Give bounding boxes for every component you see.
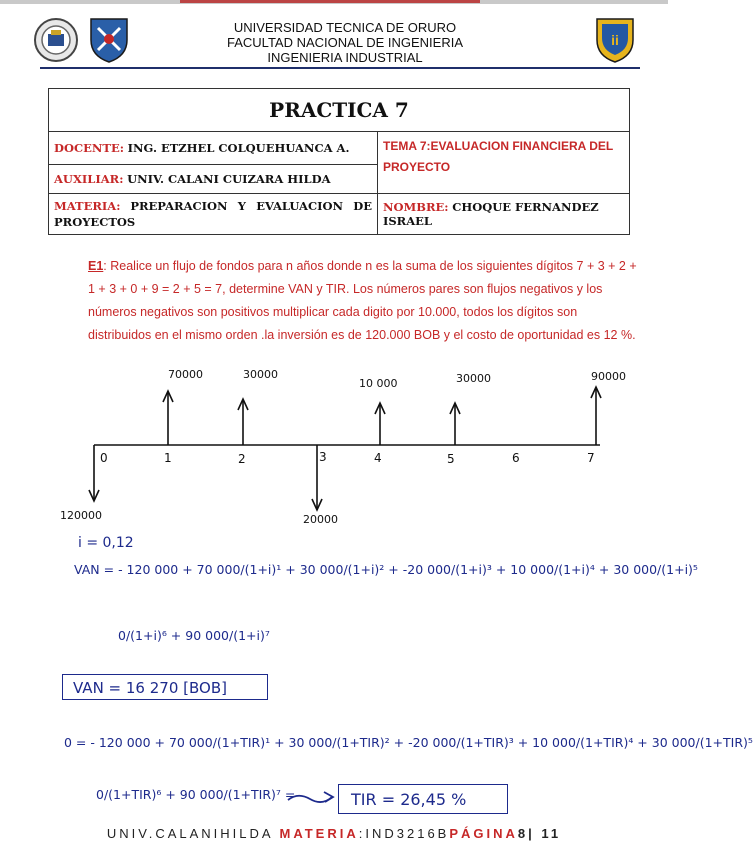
docente-cell — [49, 132, 378, 165]
header-rule — [40, 67, 640, 69]
header-career: INGENIERIA INDUSTRIAL — [267, 50, 423, 65]
period-label-5: 5 — [447, 452, 455, 466]
van-result-box: VAN = 16 270 [BOB] — [62, 674, 268, 700]
tir-result-box: TIR = 26,45 % — [338, 784, 508, 814]
cash-flow-diagram — [60, 362, 660, 532]
materia-label: MATERIA: — [54, 199, 121, 213]
flow-label-7: 90000 — [591, 370, 626, 383]
flow-label-4: 10 000 — [359, 377, 398, 390]
footer-page-label: PÁGINA — [449, 826, 518, 841]
header-university: UNIVERSIDAD TECNICA DE ORURO — [233, 20, 457, 35]
problem-statement — [88, 255, 638, 347]
period-label-6: 6 — [512, 451, 520, 465]
period-label-7: 7 — [587, 451, 595, 465]
problem-text: : Realice un flujo de fondos para n años donde n es la suma de los siguientes dígitos 7 + 3 + 2 + 1 + 3 + 0 + 9 = 2 + 5 = 7, determine VAN y TIR. Los números pares son flujos negativos y los números negativos son positivos multiplicar cada digito por 10.000, todos los dígitos son distribuidos en el mismo orden .la inversión es de 120.000 BOB y el costo de oportunidad es 12 %. — [88, 259, 637, 342]
nombre-value: CHOQUE FERNANDEZ ISRAEL — [383, 200, 599, 228]
flow-label-5: 30000 — [456, 372, 491, 385]
auxiliar-label: AUXILIAR: — [54, 172, 124, 186]
header-faculty: FACULTAD NACIONAL DE INGENIERIA — [227, 35, 463, 50]
tir-equation-line2: 0/(1+TIR)⁶ + 90 000/(1+TIR)⁷ = — [96, 787, 296, 802]
docente-value: ING. ETZHEL COLQUEHUANCA A. — [127, 141, 350, 155]
tir-equation-line1: 0 = - 120 000 + 70 000/(1+TIR)¹ + 30 000/(1+TIR)² + -20 000/(1+TIR)³ + 10 000/(1+TIR)⁴ + 30 000/(1+TIR)⁵ — [64, 735, 753, 750]
footer-materia-label: MATERIA — [279, 826, 359, 841]
footer-page-number: 8| 11 — [517, 826, 562, 841]
auxiliar-value: UNIV. CALANI CUIZARA HILDA — [127, 172, 331, 186]
info-table — [48, 88, 630, 235]
practice-title: PRACTICA 7 — [49, 89, 630, 132]
auxiliar-cell — [49, 165, 378, 194]
svg-text:ii: ii — [611, 32, 619, 48]
flow-label-0: 120000 — [60, 509, 102, 522]
tema-cell — [378, 132, 630, 194]
footer-author: UNIV.CALANIHILDA — [106, 826, 280, 841]
period-label-3: 3 — [319, 450, 327, 464]
faculty-shield-logo — [88, 14, 130, 64]
tema-text: TEMA 7:EVALUACION FINANCIERA DEL PROYECTO — [383, 139, 614, 174]
period-label-2: 2 — [238, 452, 246, 466]
footer-course-code: :IND3216B — [358, 826, 450, 841]
docente-label: DOCENTE: — [54, 141, 124, 155]
problem-label: E1 — [88, 259, 104, 273]
nombre-label: NOMBRE: — [383, 200, 449, 214]
implies-arrow-icon — [286, 788, 336, 808]
flow-label-3: 20000 — [303, 513, 338, 526]
materia-value: PREPARACION Y EVALUACION DE PROYECTOS — [54, 199, 372, 229]
flow-label-2: 30000 — [243, 368, 278, 381]
period-label-0: 0 — [100, 451, 108, 465]
page-footer — [0, 826, 668, 841]
industrial-shield-logo — [594, 14, 636, 64]
flow-label-1: 70000 — [168, 368, 203, 381]
university-seal-logo — [34, 16, 78, 64]
materia-cell — [49, 194, 378, 235]
van-equation-line2: 0/(1+i)⁶ + 90 000/(1+i)⁷ — [118, 628, 270, 643]
period-label-4: 4 — [374, 451, 382, 465]
nombre-cell — [378, 194, 630, 235]
van-equation-line1: VAN = - 120 000 + 70 000/(1+i)¹ + 30 000/(1+i)² + -20 000/(1+i)³ + 10 000/(1+i)⁴ + 30 000/(1+i)⁵ — [74, 562, 698, 577]
rate-line: i = 0,12 — [78, 535, 134, 551]
period-label-1: 1 — [164, 451, 172, 465]
top-accent — [180, 0, 480, 3]
